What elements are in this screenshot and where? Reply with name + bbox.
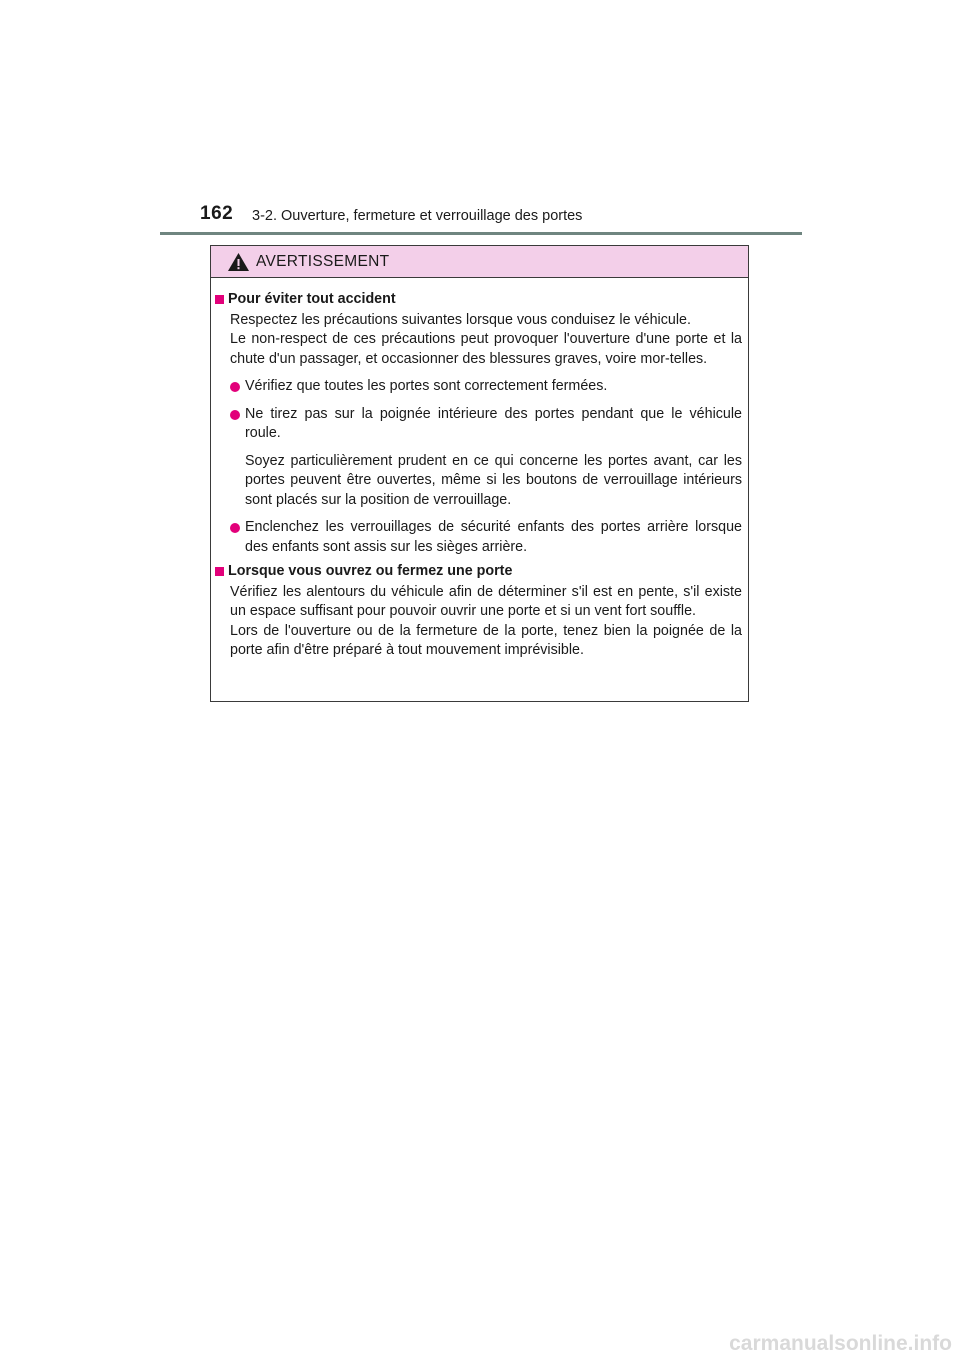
section-title: 3-2. Ouverture, fermeture et verrouillage des portes [252,208,583,224]
door-paragraph-1: Vérifiez les alentours du véhicule afin de déterminer s'il est en pente, s'il existe un espace suffisant pour pouvoir ouvrir une porte et si un vent fort souffle. [230,583,742,619]
list-item [215,405,742,444]
round-bullet-icon [230,523,240,533]
door-paragraph-2: Lors de l'ouverture ou de la fermeture de la porte, tenez bien la poignée de la porte afin d'être préparé à tout mouvement imprévisible. [230,622,742,658]
square-bullet-icon [215,295,224,304]
warning-triangle-icon [227,252,250,272]
square-bullet-icon [215,567,224,576]
bullet-text: Enclenchez les verrouillages de sécurité enfants des portes arrière lorsque des enfants sont assis sur les sièges arrière. [245,519,742,555]
round-bullet-icon [230,410,240,420]
heading-text: Pour éviter tout accident [228,291,396,307]
list-item [215,377,742,397]
warning-box [210,245,749,702]
warning-content [211,278,748,661]
heading-text: Lorsque vous ouvrez ou fermez une porte [228,563,513,579]
header-divider [160,232,802,235]
intro-paragraph: Respectez les précautions suivantes lorsque vous conduisez le véhicule. [230,311,691,328]
warning-header [211,246,748,278]
bullet-text: Vérifiez que toutes les portes sont correctement fermées. [245,378,608,394]
warning-title: AVERTISSEMENT [256,252,390,270]
bullet-note: Soyez particulièrement prudent en ce qui concerne les portes avant, car les portes peuvent être ouvertes, même si les boutons de verrouillage intérieurs sont placés sur la position de verrouillage. [245,452,742,508]
section-heading-accident [215,290,742,310]
list-item [215,518,742,557]
round-bullet-icon [230,382,240,392]
page-number: 162 [200,203,234,224]
body-paragraph: Le non-respect de ces précautions peut provoquer l'ouverture d'une porte et la chute d'un passager, et occasionner des blessures graves, voire mor-telles. [230,331,742,367]
watermark: carmanualsonline.info [729,1332,952,1355]
section-heading-door [215,562,742,582]
bullet-text: Ne tirez pas sur la poignée intérieure des portes pendant que le véhicule roule. [245,405,742,441]
